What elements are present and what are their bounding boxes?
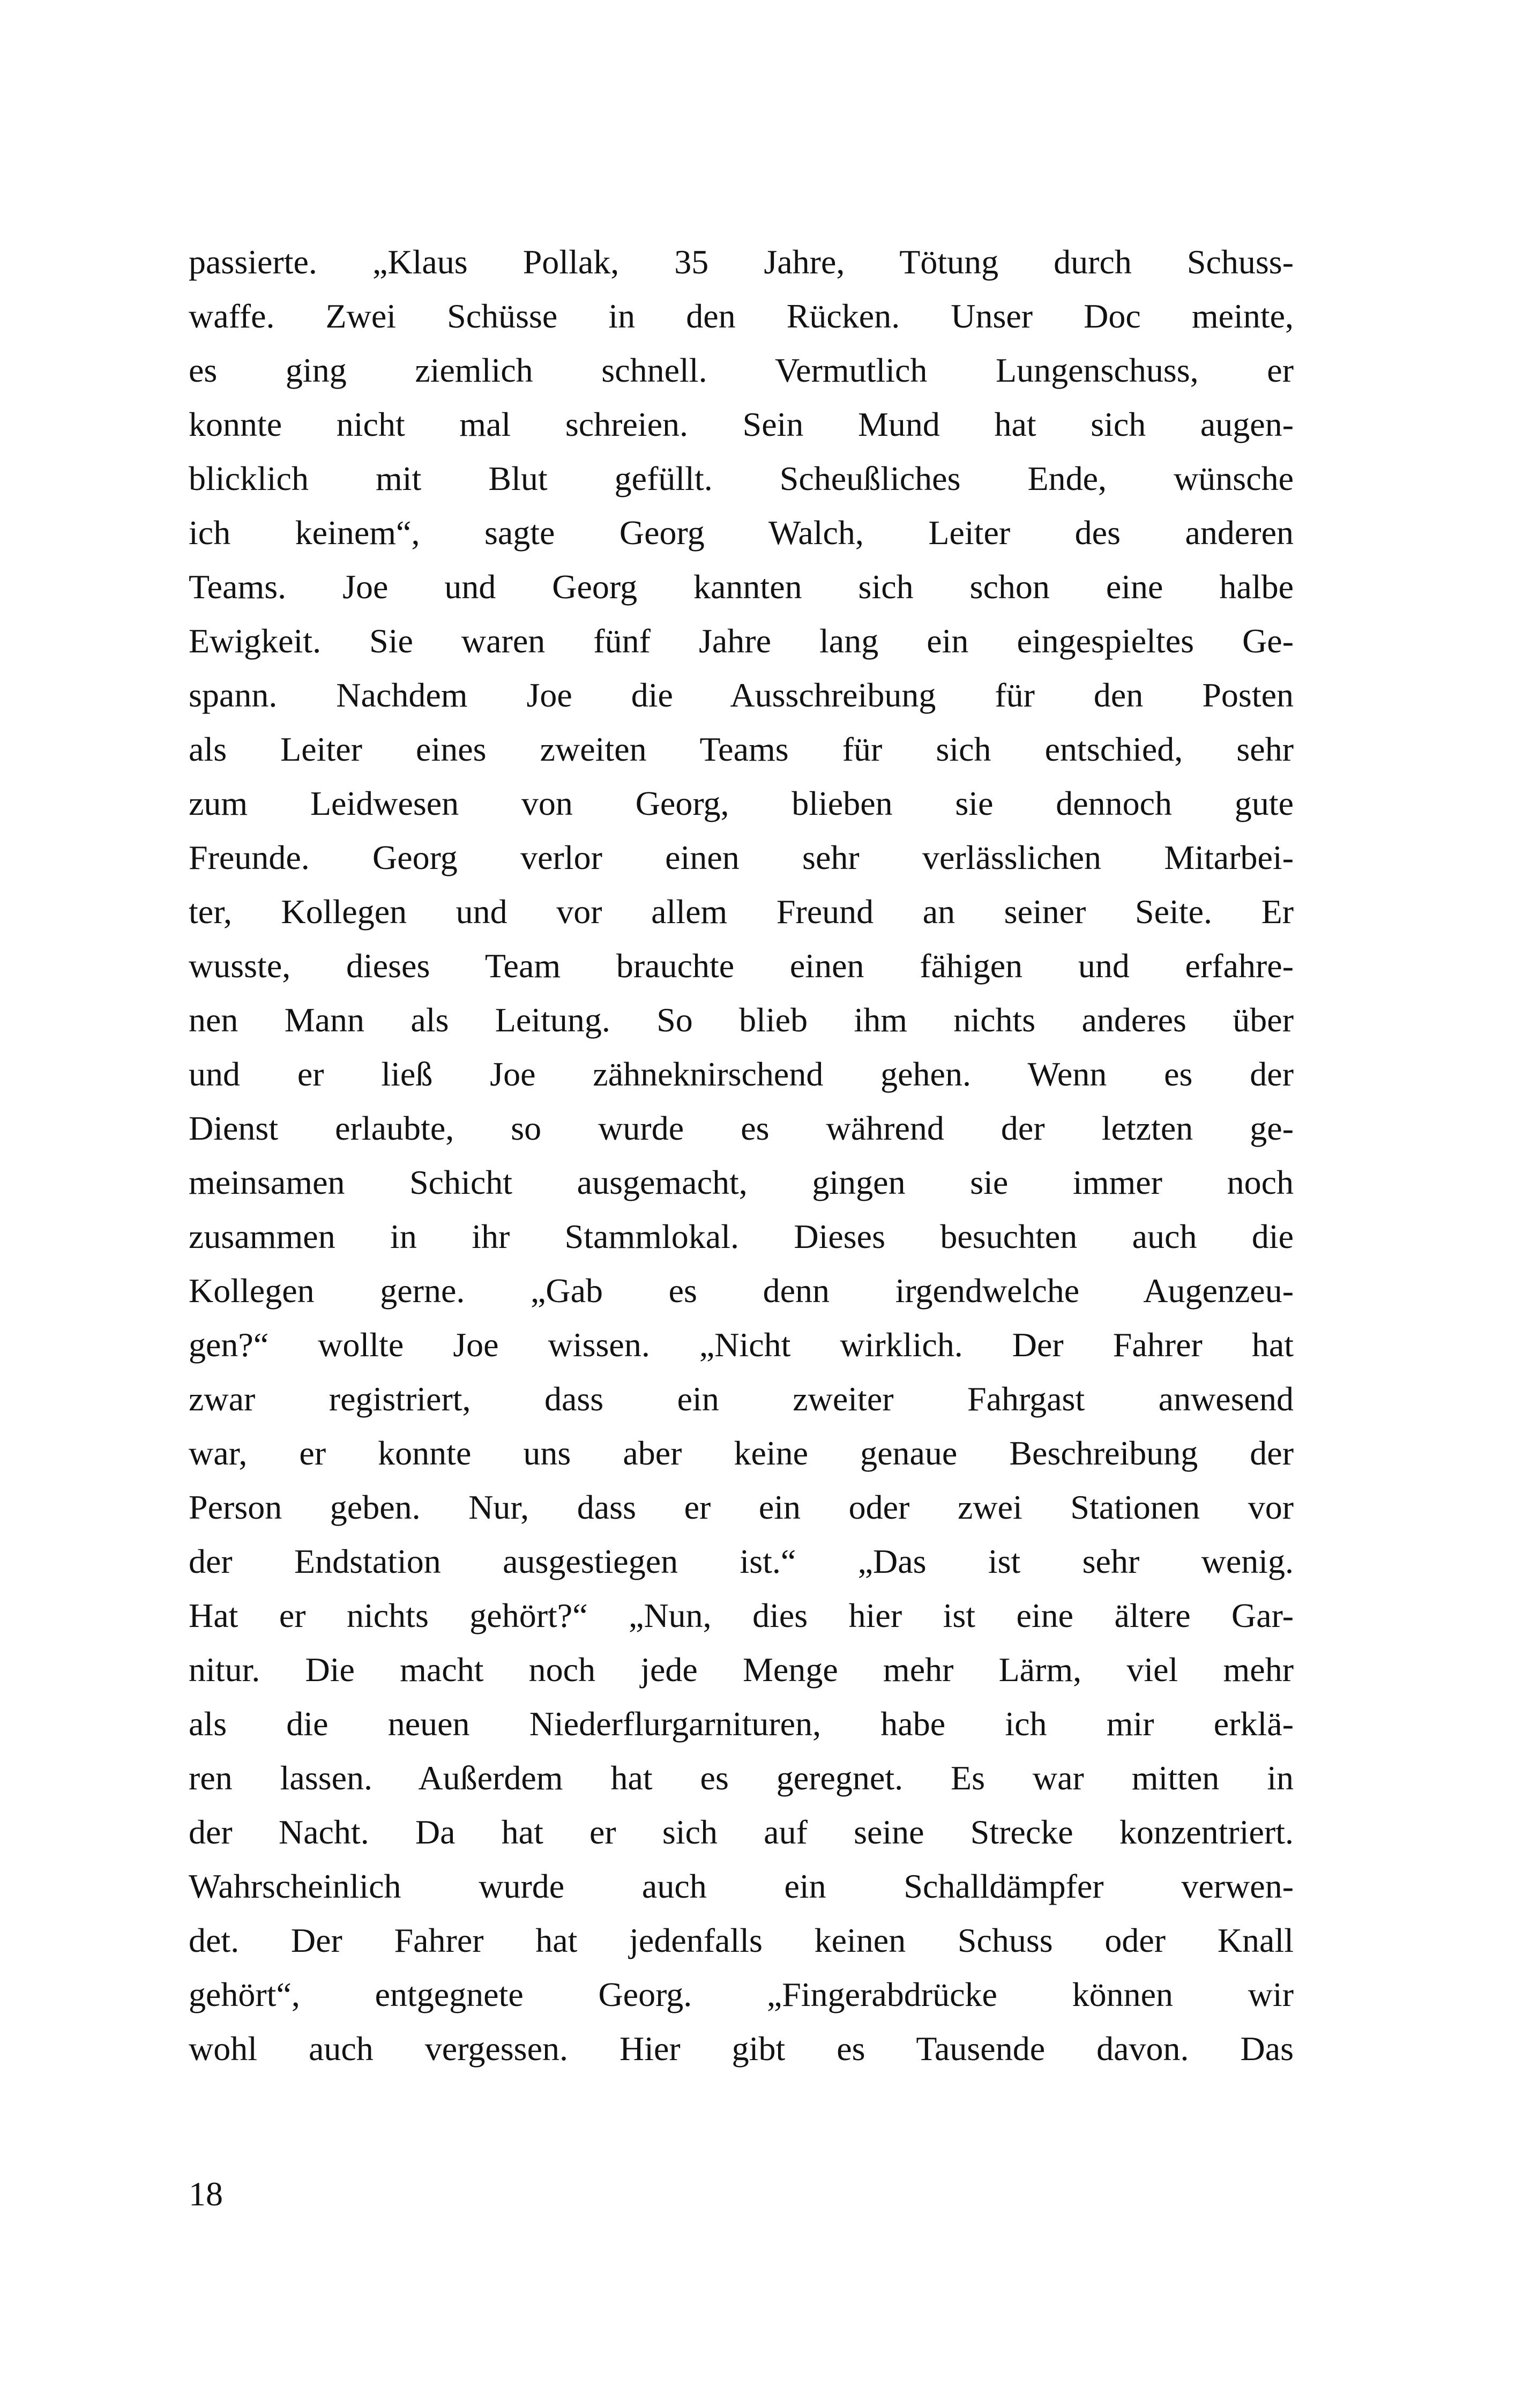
text-line: Dienst erlaubte, so wurde es während der letzten ge- (189, 1109, 1294, 1147)
text-line: wohl auch vergessen. Hier gibt es Tausende davon. Das (189, 2030, 1294, 2068)
text-line: ren lassen. Außerdem hat es geregnet. Es war mitten in (189, 1759, 1294, 1797)
text-line: der Endstation ausgestiegen ist.“ „Das ist sehr wenig. (189, 1542, 1294, 1580)
text-line: Wahrscheinlich wurde auch ein Schalldämpfer verwen- (189, 1867, 1294, 1905)
text-line: der Nacht. Da hat er sich auf seine Strecke konzentriert. (189, 1813, 1294, 1851)
text-line: ter, Kollegen und vor allem Freund an seiner Seite. Er (189, 893, 1294, 931)
text-line: nen Mann als Leitung. So blieb ihm nichts anderes über (189, 1001, 1294, 1039)
text-line: gehört“, entgegnete Georg. „Fingerabdrücke können wir (189, 1975, 1294, 2013)
text-line: nitur. Die macht noch jede Menge mehr Lärm, viel mehr (189, 1651, 1294, 1689)
text-line: war, er konnte uns aber keine genaue Beschreibung der (189, 1434, 1294, 1472)
text-line: Hat er nichts gehört?“ „Nun, dies hier ist eine ältere Gar- (189, 1596, 1294, 1634)
text-line: und er ließ Joe zähneknirschend gehen. Wenn es der (189, 1055, 1294, 1093)
text-line: als die neuen Niederflurgarnituren, habe ich mir erklä- (189, 1705, 1294, 1743)
text-line: wusste, dieses Team brauchte einen fähigen und erfahre- (189, 947, 1294, 985)
text-line: Kollegen gerne. „Gab es denn irgendwelche Augenzeu- (189, 1272, 1294, 1310)
text-line: gen?“ wollte Joe wissen. „Nicht wirklich. Der Fahrer hat (189, 1326, 1294, 1364)
text-line: waffe. Zwei Schüsse in den Rücken. Unser Doc meinte, (189, 297, 1294, 335)
text-line: blicklich mit Blut gefüllt. Scheußliches Ende, wünsche (189, 459, 1294, 497)
text-line: es ging ziemlich schnell. Vermutlich Lungenschuss, er (189, 351, 1294, 389)
text-line: zwar registriert, dass ein zweiter Fahrgast anwesend (189, 1380, 1294, 1418)
text-line: meinsamen Schicht ausgemacht, gingen sie immer noch (189, 1163, 1294, 1201)
text-line: Teams. Joe und Georg kannten sich schon eine halbe (189, 568, 1294, 606)
text-line: konnte nicht mal schreien. Sein Mund hat sich augen- (189, 405, 1294, 443)
page-number: 18 (189, 2175, 223, 2213)
text-line: det. Der Fahrer hat jedenfalls keinen Schuss oder Knall (189, 1921, 1294, 1959)
body-text (189, 235, 1294, 2076)
text-line: spann. Nachdem Joe die Ausschreibung für den Posten (189, 676, 1294, 714)
text-line: Freunde. Georg verlor einen sehr verlässlichen Mitarbei- (189, 838, 1294, 876)
text-line: ich keinem“, sagte Georg Walch, Leiter des anderen (189, 514, 1294, 552)
text-line: zusammen in ihr Stammlokal. Dieses besuchten auch die (189, 1217, 1294, 1255)
text-line: Ewigkeit. Sie waren fünf Jahre lang ein eingespieltes Ge- (189, 622, 1294, 660)
text-line: als Leiter eines zweiten Teams für sich entschied, sehr (189, 730, 1294, 768)
text-line: zum Leidwesen von Georg, blieben sie dennoch gute (189, 784, 1294, 822)
text-line: passierte. „Klaus Pollak, 35 Jahre, Tötung durch Schuss- (189, 243, 1294, 281)
text-line: Person geben. Nur, dass er ein oder zwei Stationen vor (189, 1488, 1294, 1526)
